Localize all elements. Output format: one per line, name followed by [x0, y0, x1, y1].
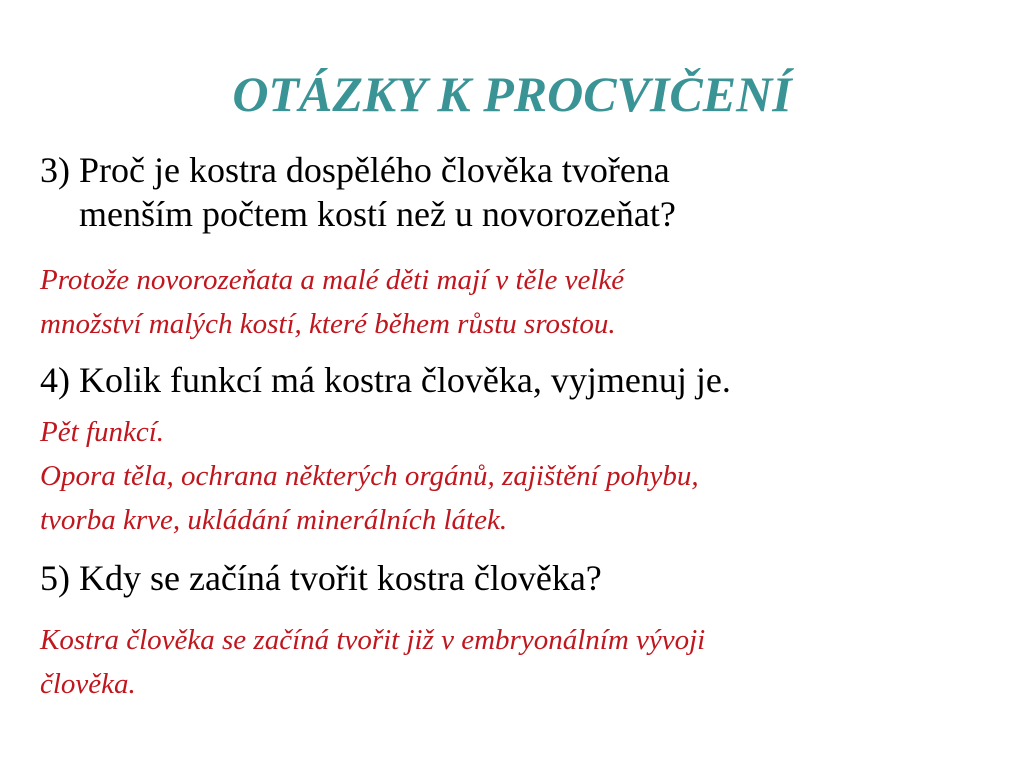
question-3-line-2: menším počtem kostí než u novorozeňat?: [79, 194, 676, 234]
answer-4-line-3: tvorba krve, ukládání minerálních látek.: [40, 504, 508, 536]
answer-3: [40, 258, 624, 346]
question-5: [40, 556, 602, 600]
question-5-line-1: 5) Kdy se začíná tvořit kostra člověka?: [40, 558, 602, 598]
question-3-line-1: 3) Proč je kostra dospělého člověka tvořena: [40, 150, 670, 190]
answer-3-line-2: množství malých kostí, které během růstu srostou.: [40, 308, 616, 340]
answer-4-line-2: Opora těla, ochrana některých orgánů, zajištění pohybu,: [40, 460, 699, 492]
slide-title: OTÁZKY K PROCVIČENÍ: [232, 66, 792, 122]
answer-3-line-1: Protože novorozeňata a malé děti mají v těle velké: [40, 264, 625, 296]
answer-5-line-2: člověka.: [40, 668, 136, 700]
answer-5-line-1: Kostra člověka se začíná tvořit již v embryonálním vývoji: [40, 624, 706, 656]
answer-4: [40, 410, 699, 542]
question-4: [40, 358, 731, 402]
question-4-line-1: 4) Kolik funkcí má kostra člověka, vyjmenuj je.: [40, 360, 731, 400]
question-3: [40, 148, 676, 236]
answer-5: [40, 618, 705, 706]
answer-4-line-1: Pět funkcí.: [40, 416, 165, 448]
